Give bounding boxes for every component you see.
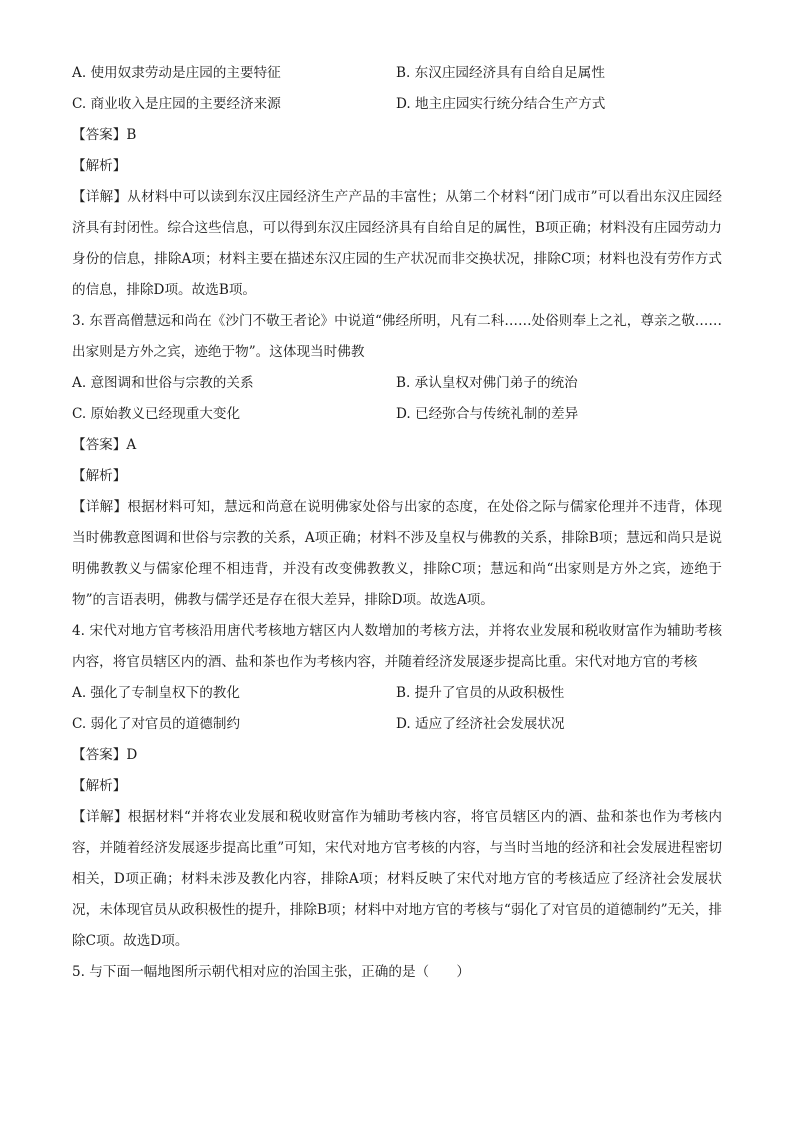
q2-option-a[interactable]: A. 使用奴隶劳动是庄园的主要特征 — [72, 65, 281, 81]
q4-option-a[interactable]: A. 强化了专制皇权下的教化 — [72, 685, 240, 701]
q3-answer: 【答案】A — [72, 437, 137, 453]
q3-option-b[interactable]: B. 承认皇权对佛门弟子的统治 — [396, 375, 578, 391]
q4-options-row-2 — [72, 709, 722, 740]
q4-options-row-1 — [72, 678, 722, 709]
q2-detail: 【详解】从材料中可以读到东汉庄园经济生产产品的丰富性；从第二个材料“闭门成市”可以看出东汉庄园经济具有封闭性。综合这些信息，可以得到东汉庄园经济具有自给自足的属性，B项正确；材料没有庄园劳动力身份的信息，排除A项；材料主要在描述东汉庄园的生产状况而非交换状况，排除C项；材料也没有劳作方式的信息，排除D项。故选B项。 — [72, 189, 722, 298]
q2-options-row-2 — [72, 89, 722, 120]
q4-option-c[interactable]: C. 弱化了对官员的道德制约 — [72, 716, 241, 732]
q3-options-row-2 — [72, 399, 722, 430]
q2-option-c[interactable]: C. 商业收入是庄园的主要经济来源 — [72, 96, 281, 112]
q2-analysis-label: 【解析】 — [72, 158, 127, 174]
q3-options-row-1 — [72, 368, 722, 399]
q3-detail: 【详解】根据材料可知，慧远和尚意在说明佛家处俗与出家的态度，在处俗之际与儒家伦理并不违背，体现当时佛教意图调和世俗与宗教的关系，A项正确；材料不涉及皇权与佛教的关系，排除B项；慧远和尚只是说明佛教教义与儒家伦理不相违背，并没有改变佛教教义，排除C项；慧远和尚“出家则是方外之宾，迹绝于物”的言语表明，佛教与儒学还是存在很大差异，排除D项。故选A项。 — [72, 499, 722, 608]
q4-answer: 【答案】D — [72, 747, 138, 763]
q2-option-d[interactable]: D. 地主庄园实行统分结合生产方式 — [396, 96, 606, 112]
q4-stem: 4. 宋代对地方官考核沿用唐代考核地方辖区内人数增加的考核方法，并将农业发展和税收财富作为辅助考核内容，将官员辖区内的酒、盐和茶也作为考核内容，并随着经济发展逐步提高比重。宋代对地方官的考核 — [72, 623, 722, 670]
q5-stem: 5. 与下面一幅地图所示朝代相对应的治国主张，正确的是（ ） — [72, 964, 470, 980]
q3-option-c[interactable]: C. 原始教义已经现重大变化 — [72, 406, 241, 422]
q3-analysis-label: 【解析】 — [72, 468, 127, 484]
q3-option-a[interactable]: A. 意图调和世俗与宗教的关系 — [72, 375, 254, 391]
q4-detail: 【详解】根据材料“并将农业发展和税收财富作为辅助考核内容，将官员辖区内的酒、盐和茶也作为考核内容，并随着经济发展逐步提高比重”可知，宋代对地方官考核的内容，与当时当地的经济和社会发展进程密切相关，D项正确；材料未涉及教化内容，排除A项；材料反映了宋代对地方官的考核适应了经济社会发展状况，未体现官员从政积极性的提升，排除B项；材料中对地方官的考核与“弱化了对官员的道德制约”无关，排除C项。故选D项。 — [72, 809, 722, 949]
document-page — [72, 58, 722, 988]
q2-option-b[interactable]: B. 东汉庄园经济具有自给自足属性 — [396, 65, 605, 81]
q2-options-row-1 — [72, 58, 722, 89]
q2-answer: 【答案】B — [72, 127, 137, 143]
q4-option-d[interactable]: D. 适应了经济社会发展状况 — [396, 716, 565, 732]
q4-option-b[interactable]: B. 提升了官员的从政积极性 — [396, 685, 565, 701]
q4-analysis-label: 【解析】 — [72, 778, 127, 794]
q3-stem: 3. 东晋高僧慧远和尚在《沙门不敬王者论》中说道“佛经所明，凡有二科……处俗则奉上之礼，尊亲之敬……出家则是方外之宾，迹绝于物”。这体现当时佛教 — [72, 313, 722, 360]
q3-option-d[interactable]: D. 已经弥合与传统礼制的差异 — [396, 406, 579, 422]
